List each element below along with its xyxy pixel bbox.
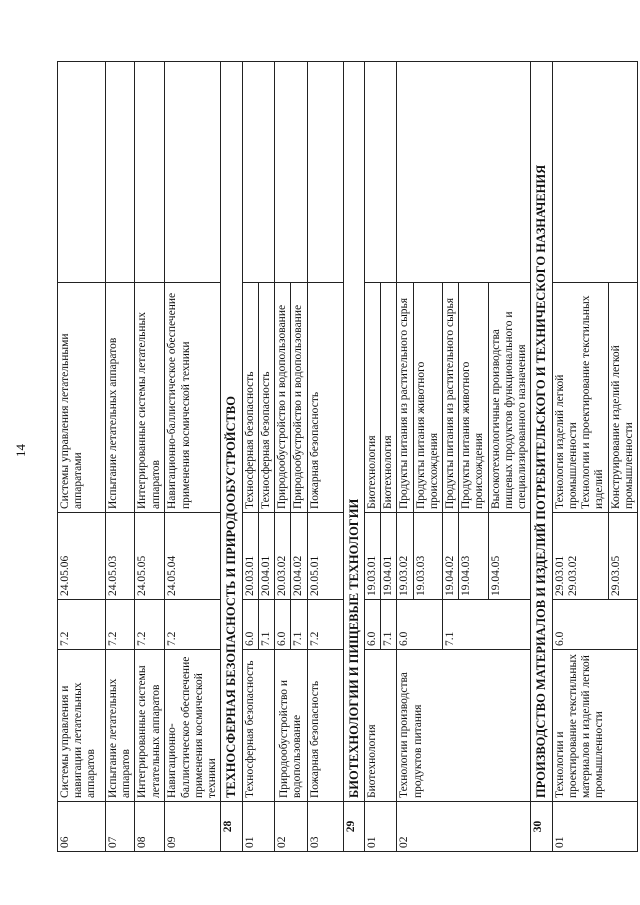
specialty-name: Биотехнология (381, 283, 397, 513)
level: 7.2 (307, 600, 343, 650)
group-code: 01 (242, 802, 274, 852)
specialty-name: Пожарная безопасность (307, 283, 343, 513)
specialty-code-line: 29.03.02 (566, 555, 579, 596)
specialty-code: 20.04.02 (291, 513, 307, 600)
specialty-code: 19.04.02 (443, 513, 459, 600)
specialty-code: 20.05.01 (307, 513, 343, 600)
specialty-code: 29.03.05 (608, 513, 637, 600)
specialty-name: Природообустройство и водопользование (275, 283, 291, 513)
section-number: 30 (531, 802, 552, 852)
section-title: ПРОИЗВОДСТВО МАТЕРИАЛОВ И ИЗДЕЛИЙ ПОТРЕБИТЕЛЬСКОГО И ТЕХНИЧЕСКОГО НАЗНАЧЕНИЯ (531, 62, 552, 802)
group-code: 09 (165, 802, 221, 852)
level: 7.2 (106, 600, 135, 650)
specialty-code: 20.04.01 (258, 513, 274, 600)
specialty-code: 19.03.01 (364, 513, 380, 600)
specialty-name: Продукты питания из растительного сырья (443, 283, 459, 513)
specialty-name: Техносферная безопасность (258, 283, 274, 513)
specialty-name: Конструирование изделий легкой промышленности (608, 283, 637, 513)
specialty-code: 24.05.04 (165, 513, 221, 600)
group-name: Технологии производства продуктов питания (397, 650, 531, 802)
page-number: 14 (13, 444, 28, 457)
table-row (58, 62, 106, 852)
group-code: 08 (135, 802, 165, 852)
empty-cell (552, 62, 637, 283)
group-code: 03 (307, 802, 343, 852)
specialty-code: 19.04.05 (488, 513, 531, 600)
specialty-code: 20.03.02 (275, 513, 291, 600)
table-row (165, 62, 221, 852)
level: 7.2 (135, 600, 165, 650)
empty-cell (397, 62, 531, 283)
specialty-name: Биотехнология (364, 283, 380, 513)
specialty-name-line: Технологии и проектирование текстильных изделий (580, 295, 606, 509)
group-code: 06 (58, 802, 106, 852)
level: 6.0 (275, 600, 291, 650)
specialty-code: 24.05.06 (58, 513, 106, 600)
specialty-code (552, 513, 608, 600)
section-row (343, 62, 364, 852)
specialty-code: 19.03.03 (413, 513, 442, 600)
empty-cell (307, 62, 343, 283)
group-name: Испытание летательных аппаратов (106, 650, 135, 802)
specialty-name: Техносферная безопасность (242, 283, 258, 513)
specialty-name-line: Технология изделий легкой промышленности (553, 374, 579, 509)
specialty-table (57, 61, 638, 852)
group-name: Биотехнология (364, 650, 396, 802)
table-row (397, 62, 413, 852)
specialty-name: Испытание летательных аппаратов (106, 283, 135, 513)
specialty-name: Продукты питания животного происхождения (459, 283, 488, 513)
group-name: Пожарная безопасность (307, 650, 343, 802)
specialty-name: Продукты питания животного происхождения (413, 283, 442, 513)
level: 6.0 (552, 600, 637, 650)
empty-cell (275, 62, 307, 283)
empty-cell (364, 62, 396, 283)
specialty-name (552, 283, 608, 513)
empty-cell (106, 62, 135, 283)
specialty-code: 19.04.01 (381, 513, 397, 600)
table-row (552, 62, 608, 852)
specialty-name: Системы управления летательными аппаратами (58, 283, 106, 513)
level: 7.1 (258, 600, 274, 650)
table-row (364, 62, 380, 852)
empty-cell (135, 62, 165, 283)
level: 6.0 (364, 600, 380, 650)
table-row (106, 62, 135, 852)
group-code: 07 (106, 802, 135, 852)
group-code: 01 (364, 802, 396, 852)
specialty-name: Высокотехнологичные производства пищевых продуктов функционального и специализированного назначения (488, 283, 531, 513)
section-title: ТЕХНОСФЕРНАЯ БЕЗОПАСНОСТЬ И ПРИРОДООБУСТРОЙСТВО (221, 62, 242, 802)
specialty-code-line: 29.03.01 (553, 555, 566, 596)
specialty-code: 24.05.03 (106, 513, 135, 600)
table-row (307, 62, 343, 852)
group-name: Навигационно-баллистическое обеспечение применения космической техники (165, 650, 221, 802)
table-row (135, 62, 165, 852)
level: 6.0 (397, 600, 443, 650)
level: 7.2 (165, 600, 221, 650)
specialty-code: 19.04.03 (459, 513, 488, 600)
group-name: Системы управления и навигации летательных аппаратов (58, 650, 106, 802)
group-code: 02 (397, 802, 531, 852)
section-title: БИОТЕХНОЛОГИИ И ПИЩЕВЫЕ ТЕХНОЛОГИИ (343, 62, 364, 802)
empty-cell (242, 62, 274, 283)
group-name: Техносферная безопасность (242, 650, 274, 802)
specialty-name: Интегрированные системы летательных аппаратов (135, 283, 165, 513)
group-code: 01 (552, 802, 637, 852)
level: 6.0 (242, 600, 258, 650)
specialty-name: Природообустройство и водопользование (291, 283, 307, 513)
specialty-name: Продукты питания из растительного сырья (397, 283, 413, 513)
section-row (221, 62, 242, 852)
table-row (275, 62, 291, 852)
rotated-content (13, 62, 635, 852)
specialty-code: 20.03.01 (242, 513, 258, 600)
group-name: Природообустройство и водопользование (275, 650, 307, 802)
level: 7.2 (58, 600, 106, 650)
specialty-code: 24.05.05 (135, 513, 165, 600)
group-name: Технологии и проектирование текстильных материалов и изделий легкой промышленности (552, 650, 637, 802)
section-number: 28 (221, 802, 242, 852)
level: 7.1 (291, 600, 307, 650)
specialty-name: Навигационно-баллистическое обеспечение применения космической техники (165, 283, 221, 513)
section-row (531, 62, 552, 852)
specialty-code: 19.03.02 (397, 513, 413, 600)
section-number: 29 (343, 802, 364, 852)
group-name: Интегрированные системы летательных аппаратов (135, 650, 165, 802)
empty-cell (165, 62, 221, 283)
table-row (242, 62, 258, 852)
empty-cell (58, 62, 106, 283)
level: 7.1 (381, 600, 397, 650)
level: 7.1 (443, 600, 531, 650)
group-code: 02 (275, 802, 307, 852)
